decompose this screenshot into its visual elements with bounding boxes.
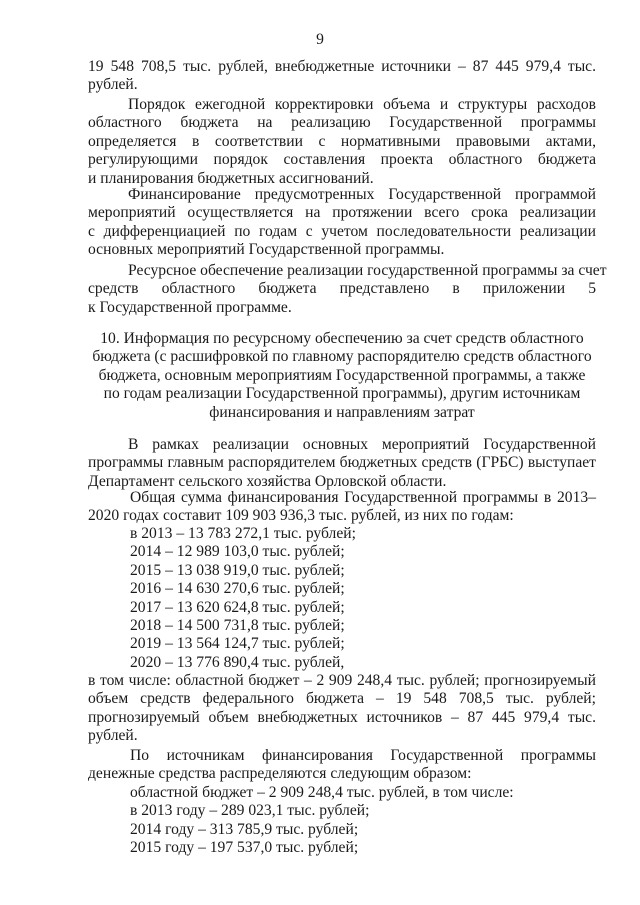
text-line: средств областного бюджета представлено в приложении 5 — [88, 280, 596, 298]
text-line: Ресурсное обеспечение реализации государственной программы за счет — [128, 262, 607, 279]
list-item: 2014 году – 313 785,9 тыс. рублей; — [130, 820, 359, 838]
text-line: денежные средства распределяются следующим образом: — [88, 765, 472, 783]
text-line: По источникам финансирования Государственной программы — [130, 747, 596, 764]
years-list — [88, 525, 596, 672]
list-item: 2017 – 13 620 624,8 тыс. рублей; — [130, 598, 345, 616]
paragraph-financing — [88, 186, 596, 260]
heading-line: финансирования и направлениям затрат — [209, 403, 475, 421]
list-item: 2020 – 13 776 890,4 тыс. рублей, — [130, 653, 345, 671]
list-item: 2015 году – 197 537,0 тыс. рублей; — [130, 839, 359, 857]
paragraph-grbs — [88, 436, 596, 491]
heading-line: 10. Информация по ресурсному обеспечению за счет средств областного — [100, 330, 584, 347]
list-item: 2019 – 13 564 124,7 тыс. рублей; — [130, 635, 345, 653]
paragraph-budget-adjustment — [88, 96, 596, 188]
text-line: Департамент сельского хозяйства Орловской области. — [88, 472, 447, 490]
list-item: в 2013 – 13 783 272,1 тыс. рублей; — [130, 525, 356, 542]
paragraph-distribution — [88, 747, 596, 784]
list-item: 2018 – 14 500 731,8 тыс. рублей; — [130, 617, 345, 635]
heading-line: по годам реализации Государственной программы), другим источникам — [103, 385, 581, 403]
text-line: 2020 годах составит 109 903 936,3 тыс. рублей, из них по годам: — [88, 507, 514, 525]
paragraph-resource-provision — [88, 262, 607, 317]
text-line: и планирования бюджетных ассигнований. — [88, 169, 374, 187]
text-line: основных мероприятий Государственной программы. — [88, 241, 445, 259]
paragraph-total-sum — [88, 489, 596, 526]
text-line: Порядок ежегодной корректировки объема и структуры расходов — [128, 96, 596, 113]
text-line: Общая сумма финансирования Государственной программы в 2013– — [130, 489, 596, 506]
regional-budget-list — [88, 784, 596, 858]
text-line: объем средств федерального бюджета – 19 548 708,5 тыс. рублей; — [88, 690, 596, 708]
text-line: в том числе: областной бюджет – 2 909 248,4 тыс. рублей; прогнозируемый — [88, 672, 596, 689]
text-line: к Государственной программе. — [88, 298, 292, 316]
list-item: 2016 – 14 630 270,6 тыс. рублей; — [130, 580, 345, 598]
text-line: рублей. — [88, 727, 138, 745]
list-item: 2015 – 13 038 919,0 тыс. рублей; — [130, 561, 345, 579]
text-line: прогнозируемый объем внебюджетных источников – 87 445 979,4 тыс. — [88, 708, 596, 726]
paragraph-continuation — [88, 58, 596, 95]
text-line: программы главным распорядителем бюджетных средств (ГРБС) выступает — [88, 454, 596, 472]
text-line: рублей. — [88, 76, 138, 94]
text-line: регулирующими порядок составления проекта областного бюджета — [88, 151, 596, 169]
heading-line: бюджета, основным мероприятиям Государственной программы, а также — [98, 366, 586, 384]
text-line: определяется в соответствии с нормативными правовыми актами, — [88, 132, 596, 150]
section-heading — [88, 330, 596, 422]
heading-line: бюджета (с расшифровкой по главному распорядителю средств областного — [92, 348, 592, 366]
text-line: Финансирование предусмотренных Государственной программой — [128, 186, 596, 203]
text-line: В рамках реализации основных мероприятий Государственной — [128, 436, 596, 453]
text-line: мероприятий осуществляется на протяжении всего срока реализации — [88, 204, 596, 222]
page-number: 9 — [316, 31, 324, 48]
text-line: с дифференциацией по годам с учетом последовательности реализации — [88, 222, 596, 240]
list-item: в 2013 году – 289 023,1 тыс. рублей; — [130, 802, 370, 820]
text-line: областного бюджета на реализацию Государственной программы — [88, 114, 596, 132]
list-item: областной бюджет – 2 909 248,4 тыс. рублей, в том числе: — [130, 784, 514, 801]
text-line: 19 548 708,5 тыс. рублей, внебюджетные источники – 87 445 979,4 тыс. — [88, 58, 596, 75]
paragraph-sources-breakdown — [88, 672, 596, 746]
list-item: 2014 – 12 989 103,0 тыс. рублей; — [130, 543, 345, 561]
